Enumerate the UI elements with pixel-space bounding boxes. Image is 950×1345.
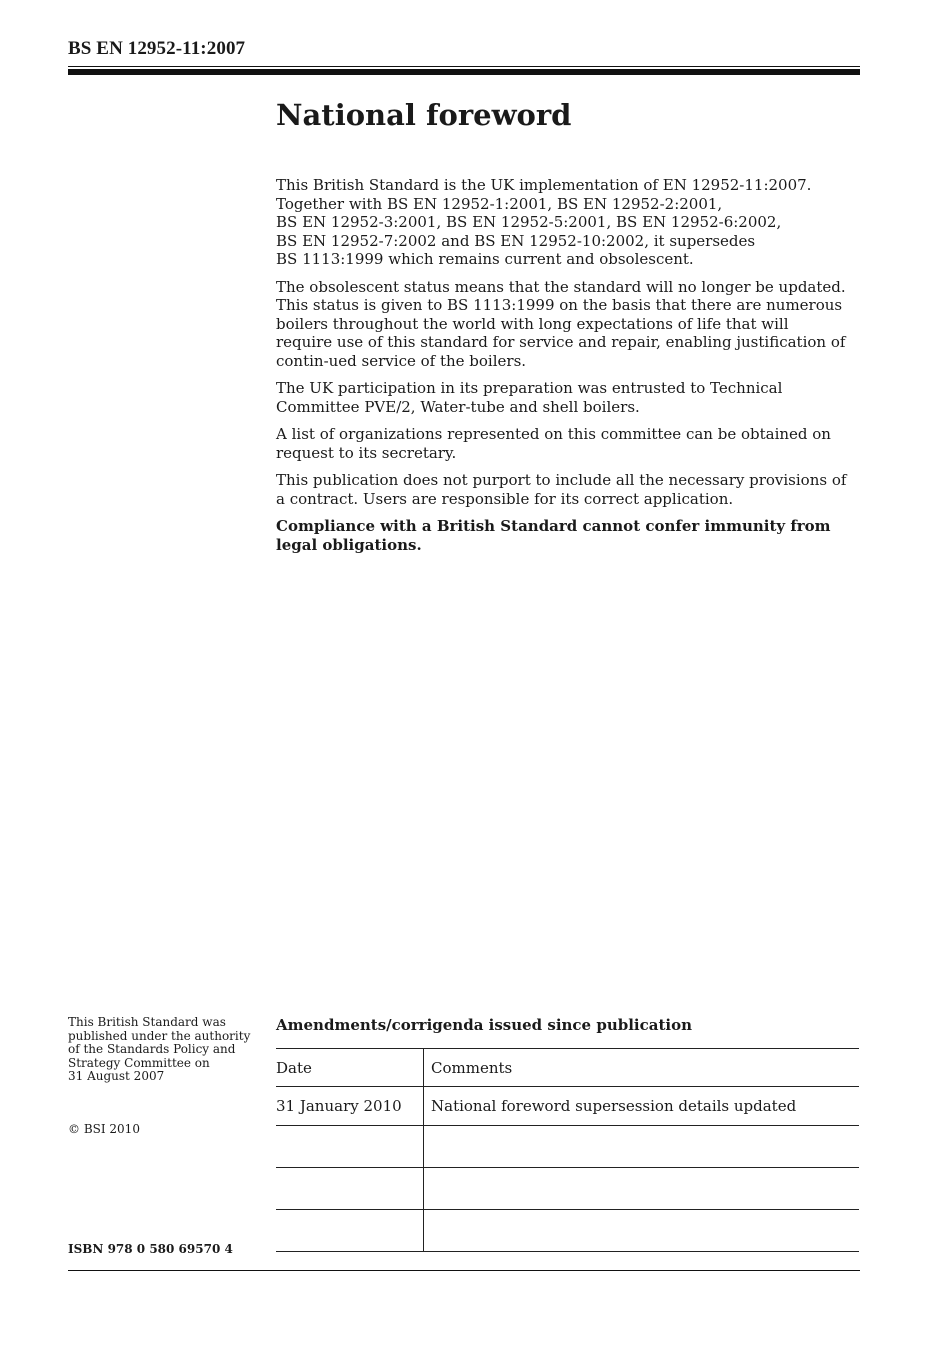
text-line: Together with BS EN 12952-1:2001, BS EN 12952-2:2001, <box>276 194 723 213</box>
column-header-date: Date <box>276 1049 424 1087</box>
empty-cell <box>424 1168 860 1210</box>
table-row-empty <box>276 1168 859 1210</box>
amendments-title: Amendments/corrigenda issued since publication <box>276 1016 692 1034</box>
amendments-table <box>276 1048 859 1252</box>
empty-cell <box>424 1210 860 1252</box>
footer-rule <box>68 1270 860 1271</box>
text-line: This British Standard is the UK implementation of EN 12952-11:2007. <box>276 176 812 194</box>
text-line: Strategy Committee on <box>68 1055 210 1070</box>
table-row-empty <box>276 1126 859 1168</box>
empty-cell <box>276 1210 424 1252</box>
empty-cell <box>424 1126 860 1168</box>
text-line: 31 August 2007 <box>68 1069 165 1083</box>
provisions-paragraph: This publication does not purport to include all the necessary provisions of a contract. Users are responsible for its correct application. <box>276 471 847 508</box>
text-line: BS EN 12952-7:2002 and BS EN 12952-10:2002, it supersedes <box>276 231 756 250</box>
organizations-paragraph: A list of organizations represented on this committee can be obtained on request to its secretary. <box>276 425 831 462</box>
participation-paragraph: The UK participation in its preparation was entrusted to Technical Committee PVE/2, Water-tube and shell boilers. <box>276 379 783 416</box>
copyright: © BSI 2010 <box>68 1122 140 1136</box>
header-rule-thin <box>68 66 860 67</box>
obsolescent-paragraph: The obsolescent status means that the standard will no longer be updated. This status is given to BS 1113:1999 on the basis that there are numerous boilers throughout the world with long expectations of life that will require use of this standard for service and repair, enabling justification of contin-ued service of the boilers. <box>276 277 846 370</box>
table-header-row <box>276 1049 859 1087</box>
amendment-comment: National foreword supersession details updated <box>424 1087 860 1126</box>
page-title: National foreword <box>276 98 572 132</box>
text-line: published under the authority <box>68 1028 251 1043</box>
text-line: BS EN 12952-3:2001, BS EN 12952-5:2001, BS EN 12952-6:2002, <box>276 213 782 231</box>
text-line: of the Standards Policy and <box>68 1042 236 1056</box>
standard-code: BS EN 12952-11:2007 <box>68 38 246 59</box>
table-row <box>276 1087 859 1126</box>
table-row-empty <box>276 1210 859 1252</box>
text-line: This British Standard was <box>68 1015 226 1029</box>
publication-note <box>68 1016 258 1084</box>
foreword-body <box>276 176 848 563</box>
empty-cell <box>276 1168 424 1210</box>
text-line: BS 1113:1999 which remains current and obsolescent. <box>276 250 694 268</box>
isbn: ISBN 978 0 580 69570 4 <box>68 1242 233 1256</box>
supersession-paragraph <box>276 176 848 269</box>
empty-cell <box>276 1126 424 1168</box>
amendment-date: 31 January 2010 <box>276 1087 424 1126</box>
compliance-paragraph: Compliance with a British Standard cannot confer immunity from legal obligations. <box>276 517 831 554</box>
column-header-comments: Comments <box>424 1049 860 1087</box>
header-rule-thick <box>68 69 860 75</box>
